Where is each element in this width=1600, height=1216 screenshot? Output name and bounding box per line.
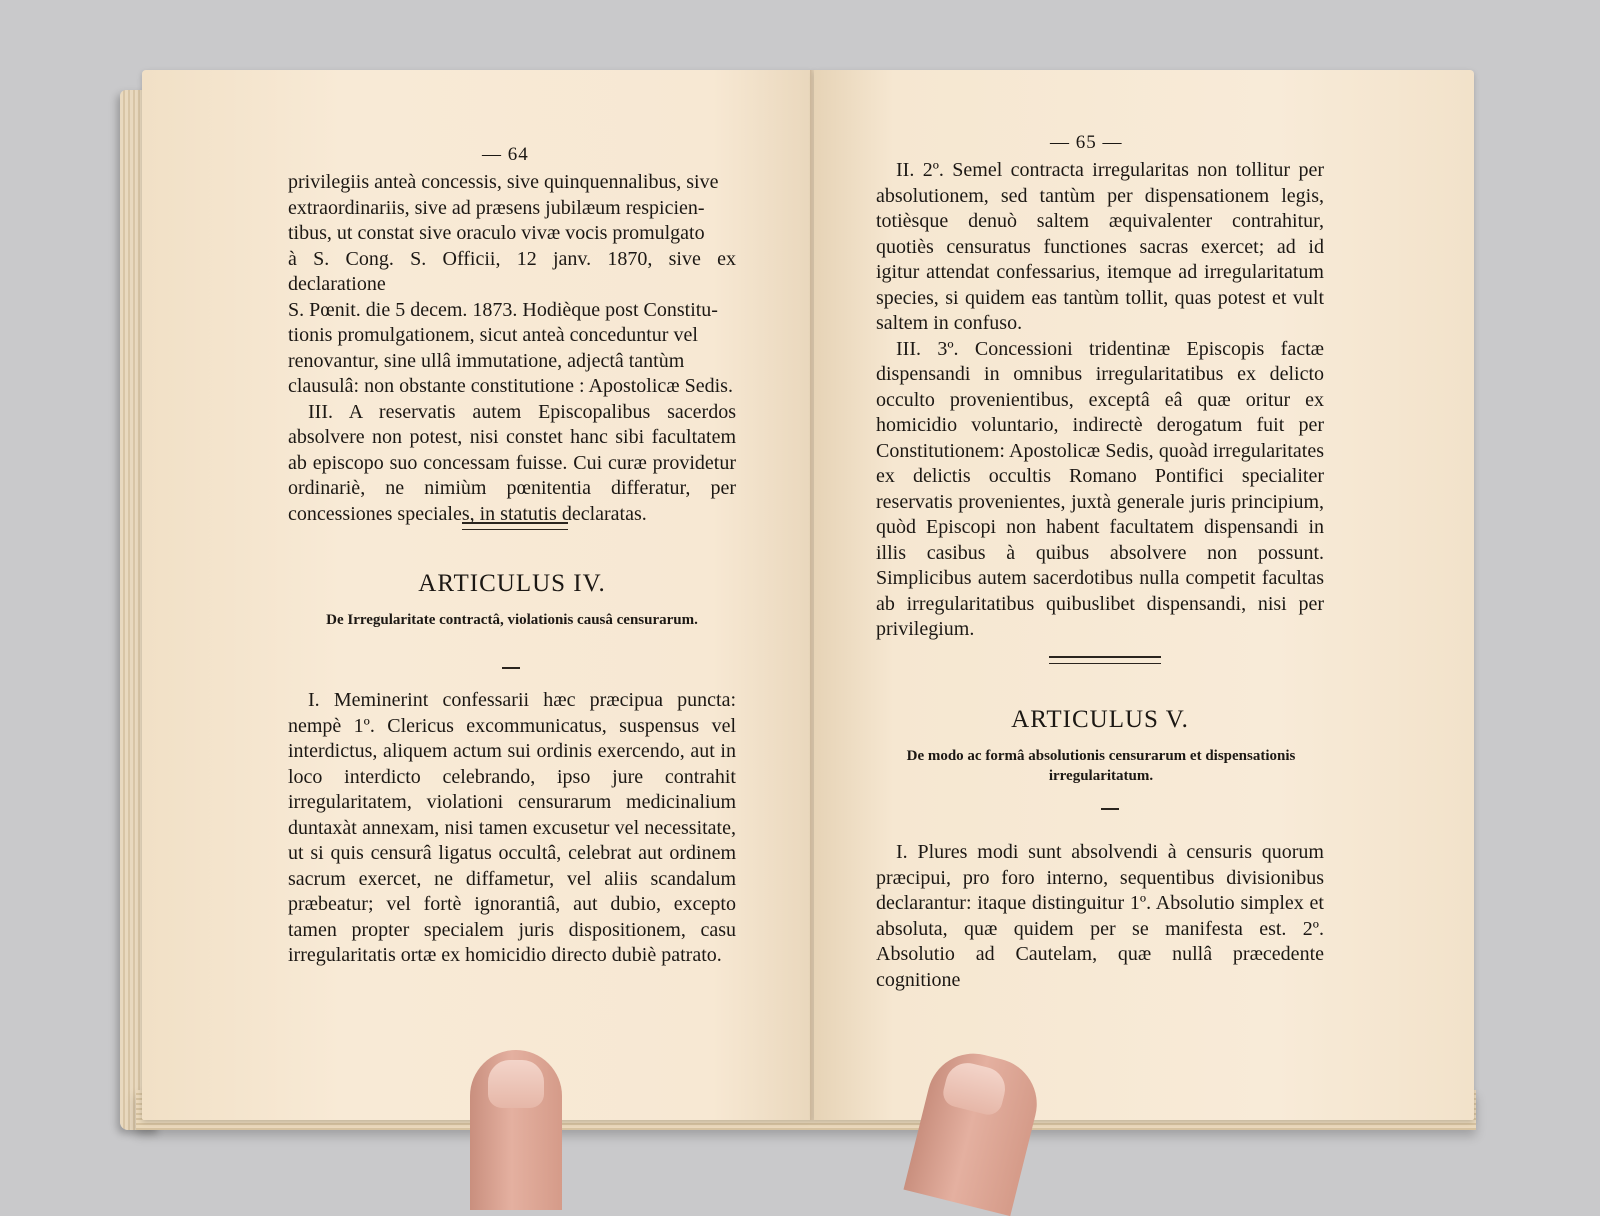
text-line: S. Pœnit. die 5 decem. 1873. Hodièque post Constitu-	[288, 298, 718, 321]
left-page	[142, 70, 814, 1120]
left-text-block-bottom	[288, 688, 736, 969]
section-divider	[1049, 656, 1161, 664]
page-number-left: — 64	[482, 144, 529, 165]
text-line: tibus, ut constat sive oraculo vivæ vocis promulgato	[288, 222, 705, 244]
left-fingernail	[488, 1060, 544, 1108]
article-iv-title: ARTICULUS IV.	[418, 570, 606, 597]
paragraph-iii-left: III. A reservatis autem Episcopalibus sacerdos absolvere non potest, nisi constet hanc sibi facultatem ab episcopo suo concessam fuisse. Cui curæ providetur ordinariè, ne nimiùm pœnitentia differatur, per concessiones speciales, in statutis declaratas.	[288, 400, 736, 525]
paragraph-ii-right: II. 2º. Semel contracta irregularitas non tollitur per absolutionem, sed tantùm per dispensationem legis, totièsque denuò saltem æquivalenter contrahitur, quotiès censuratus functiones sacras exercet; ad id igitur attendat confessarius, itemque ad irregularitatum species, si quidem eas tantùm tollit, quas potest et vult saltem in confuso.	[876, 159, 1324, 334]
text-line: clausulâ: non obstante constitutione : Apostolicæ Sedis.	[288, 375, 733, 397]
right-text-block-top	[876, 158, 1324, 643]
left-text-block-top	[288, 170, 736, 527]
text-line: privilegiis anteà concessis, sive quinquennalibus, sive	[288, 171, 719, 193]
section-divider	[462, 522, 568, 530]
text-line: extraordinariis, sive ad præsens jubilæum respicien-	[288, 196, 705, 219]
text-line: renovantur, sine ullâ immutatione, adjectâ tantùm	[288, 349, 685, 372]
paragraph-i-right: I. Plures modi sunt absolvendi à censuris quorum præcipui, pro foro interno, sequentibus divisionibus declarantur: itaque distinguitur 1º. Absolutio simplex et absoluta, quæ quidem per se manifesta est. 2º. Absolutio ad Cautelam, quæ nullâ præcedente cognitione	[876, 841, 1324, 991]
text-line: tionis promulgationem, sicut anteà conceduntur vel	[288, 324, 698, 346]
open-book	[112, 70, 1492, 1135]
article-iv-subtitle: De Irregularitate contractâ, violationis causâ censurarum.	[326, 612, 698, 628]
right-text-block-bottom	[876, 840, 1324, 993]
right-page	[814, 70, 1474, 1120]
text-line: à S. Cong. S. Officii, 12 janv. 1870, sive ex declaratione	[288, 247, 736, 295]
article-v-title: ARTICULUS V.	[1011, 706, 1189, 733]
paragraph-iii-right: III. 3º. Concessioni tridentinæ Episcopis factæ dispensandi in omnibus irregularitatibus ex delicto occulto provenientibus, exceptâ eâ quæ oritur ex homicidio voluntario, indirectè derogatum fuit per Constitutionem: Apostolicæ Sedis, quoàd irregularitates ex delictis occultis Romano Pontifici specialiter reservatis provenientes, juxtà generale juris principium, quòd Episcopi non habent facultatem dispensandi in illis casibus à quibus absolvere non possunt. Simplicibus autem sacerdotibus nulla competit facultas ab irregularitatibus quibuslibet dispensandi, nisi per privilegium.	[876, 337, 1324, 640]
short-divider	[1101, 808, 1119, 810]
paragraph-i-left: I. Meminerint confessarii hæc præcipua puncta: nempè 1º. Clericus excommunicatus, suspensus vel interdictus, aliquem actum sui ordinis exercendo, aut in loco interdicto celebrando, ipso jure contrahit irregularitatem, violationi censurarum medicinalium duntaxàt annexam, nisi tamen excusetur vel necessitate, ut si quis censurâ ligatus occultâ, celebrat aut ordinem sacrum exercet, ne diffametur, vel aliis scandalum præbeatur; vel fortè ignorantiâ, aut dubio, excepto tamen propter specialem juris dispositionem, casu irregularitatis ortæ ex homicidio directo dubiè patrato.	[288, 689, 736, 966]
page-number-right: — 65 —	[1050, 132, 1123, 153]
article-v-subtitle: De modo ac formâ absolutionis censurarum et dispensationis irregularitatum.	[906, 748, 1296, 784]
short-divider	[502, 667, 520, 669]
